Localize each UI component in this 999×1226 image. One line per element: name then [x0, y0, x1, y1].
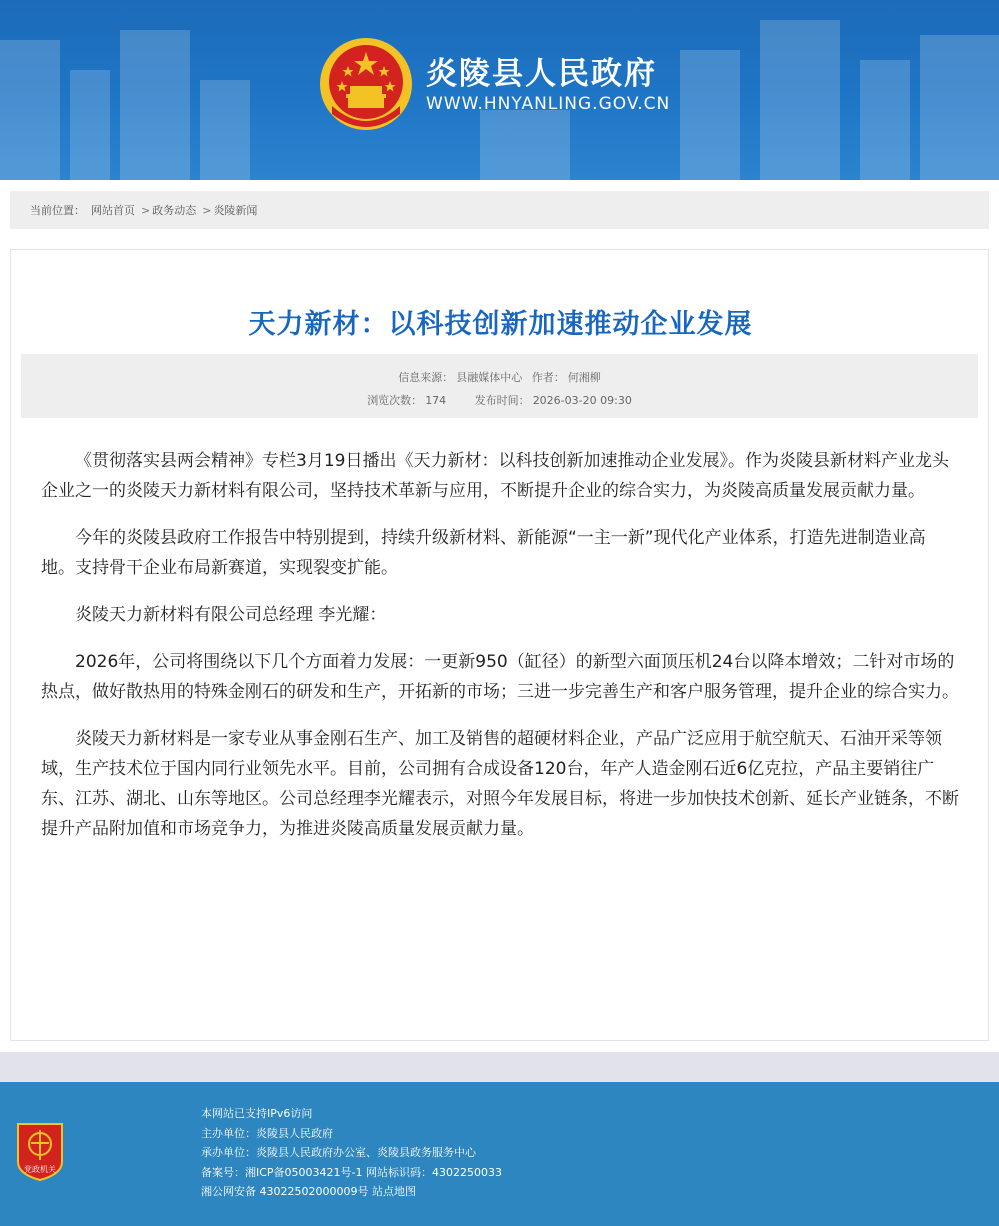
sitemap-link[interactable]: 站点地图: [371, 1185, 416, 1199]
article-meta: [21, 354, 978, 418]
author-value: 何湘柳: [567, 371, 601, 384]
badge-text: 党政机关: [24, 1165, 56, 1174]
footer-ipv6: 本网站已支持IPv6访问: [201, 1107, 313, 1120]
police-label: 湘公网安备: [201, 1185, 256, 1199]
source-value: 县融媒体中心: [456, 371, 523, 384]
footer-host: 主办单位：炎陵县人民政府: [201, 1126, 333, 1140]
published-value: 2026-03-20 09:30: [532, 394, 632, 407]
views-value: 174: [425, 394, 447, 407]
article-title: 天力新材：以科技创新加速推动企业发展: [248, 309, 753, 340]
article-paragraph: 今年的炎陵县政府工作报告中特别提到，持续升级新材料、新能源“一主一新”现代化产业体系，打造先进制造业高地。支持骨干企业布局新赛道，实现裂变扩能。: [41, 528, 926, 578]
breadcrumb-home[interactable]: 网站首页: [91, 204, 135, 217]
police-link[interactable]: 43022502000009号: [259, 1185, 369, 1199]
site-url[interactable]: WWW.HNYANLING.GOV.CN: [426, 94, 671, 114]
article-paragraph: 炎陵天力新材料有限公司总经理 李光耀：: [75, 605, 387, 625]
footer-police-row: [201, 1182, 502, 1202]
icp-label: 备案号：: [201, 1165, 245, 1179]
footer-info: [201, 1104, 502, 1202]
breadcrumb: [10, 191, 989, 229]
article-paragraph: 《贯彻落实县两会精神》专栏3月19日播出《天力新材：以科技创新加速推动企业发展》。作为炎陵县新材料产业龙头企业之一的炎陵天力新材料有限公司，坚持技术革新与应用，不断提升企业的综合实力，为炎陵高质量发展贡献力量。: [41, 451, 949, 501]
site-footer: [0, 1082, 999, 1226]
article-paragraph: 炎陵天力新材料是一家专业从事金刚石生产、加工及销售的超硬材料企业，产品广泛应用于航空航天、石油开采等领域，生产技术位于国内同行业领先水平。目前，公司拥有合成设备120台，年产人造金刚石近6亿克拉，产品主要销往广东、江苏、湖北、山东等地区。公司总经理李光耀表示，对照今年发展目标，将进一步加快技术创新、延长产业链条，不断提升产品附加值和市场竞争力，为推进炎陵高质量发展贡献力量。: [41, 729, 959, 839]
site-code-label: 网站标识码：: [366, 1165, 433, 1179]
breadcrumb-government-news[interactable]: 政务动态: [152, 204, 197, 217]
views-label: 浏览次数：: [367, 394, 423, 407]
footer-organizer: 承办单位：炎陵县人民政府办公室、炎陵县政务服务中心: [201, 1146, 476, 1160]
author-label: 作者：: [531, 371, 565, 384]
source-label: 信息来源：: [398, 371, 454, 384]
breadcrumb-label: 当前位置：: [30, 204, 85, 217]
icp-link[interactable]: 湘ICP备05003421号-1: [245, 1165, 363, 1179]
site-title[interactable]: 炎陵县人民政府: [426, 56, 657, 92]
breadcrumb-separator: >: [141, 203, 151, 217]
article-panel: [10, 249, 989, 1041]
article-body: [41, 446, 959, 861]
footer-icp-row: [201, 1163, 502, 1183]
breadcrumb-yanling-news[interactable]: 炎陵新闻: [213, 204, 258, 217]
national-emblem-icon: [318, 36, 414, 132]
breadcrumb-separator: >: [202, 203, 212, 217]
published-label: 发布时间：: [474, 394, 530, 407]
party-government-badge-icon[interactable]: [15, 1120, 65, 1182]
site-code-value: 4302250033: [432, 1165, 503, 1179]
site-header: [0, 0, 999, 180]
footer-divider-band: [0, 1052, 999, 1082]
article-paragraph: 2026年，公司将围绕以下几个方面着力发展：一更新950（缸径）的新型六面顶压机24台以降本增效；二针对市场的热点，做好散热用的特殊金刚石的研发和生产，开拓新的市场；三进一步完善生产和客户服务管理，提升企业的综合实力。: [41, 652, 959, 702]
